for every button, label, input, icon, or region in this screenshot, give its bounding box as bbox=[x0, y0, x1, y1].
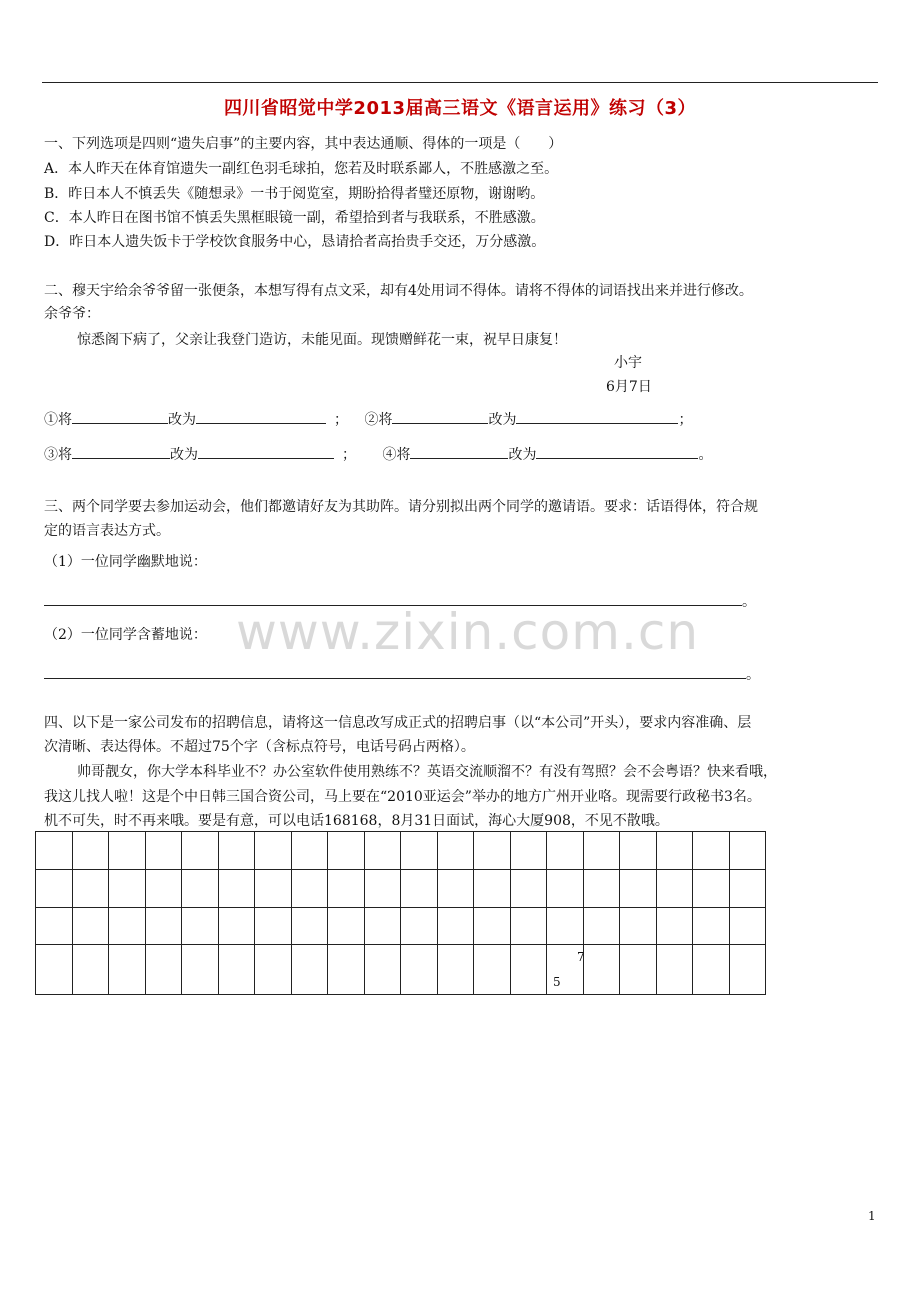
grid-cell[interactable] bbox=[401, 908, 438, 945]
q4-paragraph-line-1: 帅哥靓女，你大学本科毕业不？办公室软件使用熟练不？英语交流顺溜不？有没有驾照？会不会粤语？快来看哦， bbox=[77, 764, 777, 780]
period: 。 bbox=[698, 447, 713, 463]
fill-label-1: ①将 bbox=[44, 412, 72, 428]
grid-cell[interactable] bbox=[182, 832, 219, 870]
change-label: 改为 bbox=[508, 447, 537, 463]
grid-cell[interactable] bbox=[218, 908, 255, 945]
fill-blank-2b[interactable] bbox=[516, 409, 678, 424]
grid-cell[interactable] bbox=[145, 908, 182, 945]
grid-cell[interactable] bbox=[364, 908, 401, 945]
grid-cell[interactable] bbox=[255, 908, 292, 945]
grid-cell[interactable] bbox=[145, 832, 182, 870]
q1-option-d: D．昨日本人遗失饭卡于学校饮食服务中心，恳请拾者高抬贵手交还，万分感激。 bbox=[44, 234, 546, 250]
grid-cell[interactable] bbox=[583, 945, 620, 995]
grid-cell[interactable] bbox=[656, 870, 693, 908]
grid-cell[interactable] bbox=[182, 945, 219, 995]
fill-blank-1b[interactable] bbox=[196, 409, 326, 424]
q2-salutation: 余爷爷： bbox=[44, 306, 100, 322]
grid-cell[interactable] bbox=[437, 832, 474, 870]
grid-cell[interactable] bbox=[328, 832, 365, 870]
grid-cell[interactable] bbox=[145, 870, 182, 908]
grid-mark: 5 bbox=[553, 975, 561, 989]
q2-note-body: 惊悉阁下病了，父亲让我登门造访，未能见面。现馈赠鲜花一束，祝早日康复！ bbox=[77, 332, 567, 348]
grid-cell[interactable] bbox=[656, 832, 693, 870]
grid-cell[interactable] bbox=[401, 832, 438, 870]
grid-cell[interactable] bbox=[328, 945, 365, 995]
grid-cell[interactable] bbox=[656, 945, 693, 995]
grid-cell[interactable] bbox=[693, 945, 730, 995]
semicolon: ； bbox=[678, 412, 693, 428]
change-label: 改为 bbox=[168, 412, 196, 428]
grid-cell[interactable] bbox=[328, 870, 365, 908]
grid-cell[interactable] bbox=[182, 870, 219, 908]
q3-sub-1: （1）一位同学幽默地说： bbox=[44, 554, 207, 570]
grid-cell[interactable] bbox=[729, 870, 766, 908]
grid-cell[interactable] bbox=[474, 870, 511, 908]
fill-blank-4a[interactable] bbox=[410, 444, 508, 459]
grid-cell[interactable] bbox=[36, 870, 73, 908]
grid-cell[interactable] bbox=[620, 945, 657, 995]
q2-date: 6月7日 bbox=[606, 379, 652, 395]
q4-stem-line-2: 次清晰、表达得体。不超过75个字（含标点符号，电话号码占两格）。 bbox=[44, 739, 475, 755]
fill-label-2: ②将 bbox=[364, 412, 393, 428]
grid-row bbox=[36, 870, 766, 908]
page-number: 1 bbox=[868, 1209, 876, 1223]
grid-cell[interactable] bbox=[510, 945, 547, 995]
grid-cell[interactable] bbox=[547, 870, 584, 908]
fill-blank-3a[interactable] bbox=[72, 444, 170, 459]
grid-cell[interactable] bbox=[510, 908, 547, 945]
q4-paragraph-line-3: 机不可失，时不再来哦。要是有意，可以电话168168，8月31日面试，海心大厦908，不见不散哦。 bbox=[44, 813, 669, 829]
grid-cell[interactable] bbox=[291, 945, 328, 995]
grid-cell[interactable] bbox=[109, 870, 146, 908]
grid-cell[interactable] bbox=[693, 870, 730, 908]
grid-cell[interactable] bbox=[729, 945, 766, 995]
q4-stem-line-1: 四、以下是一家公司发布的招聘信息，请将这一信息改写成正式的招聘启事（以“本公司”开头），要求内容准确、层 bbox=[44, 715, 752, 731]
period: 。 bbox=[742, 594, 756, 610]
fill-label-3: ③将 bbox=[44, 447, 72, 463]
q4-paragraph-line-2: 我这儿找人啦！这是个中日韩三国合资公司，马上要在“2010亚运会”举办的地方广州开业咯。现需要行政秘书3名。 bbox=[44, 789, 761, 805]
grid-cell[interactable] bbox=[328, 908, 365, 945]
q2-signature: 小宇 bbox=[614, 355, 642, 371]
q2-fill-row-2 bbox=[44, 444, 712, 464]
semicolon: ； bbox=[342, 447, 356, 463]
grid-cell[interactable] bbox=[547, 908, 584, 945]
fill-blank-3b[interactable] bbox=[198, 444, 334, 459]
grid-mark: 7 bbox=[577, 950, 585, 964]
grid-cell[interactable] bbox=[729, 908, 766, 945]
grid-cell[interactable] bbox=[693, 908, 730, 945]
fill-label-4: ④将 bbox=[382, 447, 411, 463]
grid-cell[interactable] bbox=[656, 908, 693, 945]
change-label: 改为 bbox=[488, 412, 517, 428]
watermark: www.zixin.com.cn bbox=[236, 603, 700, 661]
grid-cell[interactable] bbox=[218, 832, 255, 870]
grid-cell[interactable] bbox=[291, 908, 328, 945]
grid-row bbox=[36, 945, 766, 995]
grid-cell[interactable] bbox=[401, 945, 438, 995]
grid-cell[interactable] bbox=[36, 908, 73, 945]
grid-cell[interactable] bbox=[109, 832, 146, 870]
grid-cell[interactable] bbox=[36, 945, 73, 995]
grid-cell[interactable] bbox=[36, 832, 73, 870]
q3-stem-line-1: 三、两个同学要去参加运动会，他们都邀请好友为其助阵。请分别拟出两个同学的邀请语。要求：话语得体，符合规 bbox=[44, 499, 758, 515]
grid-cell[interactable] bbox=[437, 870, 474, 908]
grid-cell[interactable] bbox=[364, 832, 401, 870]
grid-cell[interactable] bbox=[583, 908, 620, 945]
q1-option-c: C．本人昨日在图书馆不慎丢失黑框眼镜一副，希望拾到者与我联系，不胜感激。 bbox=[44, 210, 545, 226]
grid-cell[interactable] bbox=[510, 832, 547, 870]
fill-blank-1a[interactable] bbox=[72, 409, 168, 424]
grid-cell[interactable] bbox=[291, 832, 328, 870]
grid-cell[interactable] bbox=[109, 908, 146, 945]
grid-cell[interactable] bbox=[72, 945, 109, 995]
grid-cell[interactable] bbox=[182, 908, 219, 945]
grid-cell[interactable] bbox=[255, 945, 292, 995]
fill-blank-4b[interactable] bbox=[536, 444, 698, 459]
answer-grid[interactable] bbox=[35, 831, 766, 995]
grid-cell[interactable] bbox=[145, 945, 182, 995]
q1-option-b: B．昨日本人不慎丢失《随想录》一书于阅览室，期盼拾得者璧还原物，谢谢哟。 bbox=[44, 186, 545, 202]
grid-cell[interactable] bbox=[437, 908, 474, 945]
q3-stem-line-2: 定的语言表达方式。 bbox=[44, 523, 170, 539]
grid-cell[interactable] bbox=[620, 908, 657, 945]
grid-cell[interactable] bbox=[729, 832, 766, 870]
answer-blank-2[interactable] bbox=[44, 664, 746, 679]
grid-cell[interactable] bbox=[437, 945, 474, 995]
grid-cell[interactable] bbox=[364, 945, 401, 995]
grid-cell[interactable] bbox=[620, 870, 657, 908]
grid-cell[interactable] bbox=[620, 832, 657, 870]
semicolon: ； bbox=[334, 412, 348, 428]
header-rule bbox=[42, 82, 878, 83]
q1-option-a: A．本人昨天在体育馆遗失一副红色羽毛球拍，您若及时联系鄙人，不胜感激之至。 bbox=[44, 161, 559, 177]
grid-cell[interactable] bbox=[72, 832, 109, 870]
grid-row bbox=[36, 908, 766, 945]
q3-answer-line-2 bbox=[44, 664, 760, 684]
grid-cell[interactable] bbox=[218, 870, 255, 908]
grid-cell[interactable] bbox=[474, 945, 511, 995]
grid-cell[interactable] bbox=[474, 832, 511, 870]
grid-row bbox=[36, 832, 766, 870]
grid-cell[interactable] bbox=[72, 870, 109, 908]
grid-cell[interactable] bbox=[474, 908, 511, 945]
grid-cell[interactable] bbox=[291, 870, 328, 908]
grid-cell[interactable] bbox=[218, 945, 255, 995]
grid-cell[interactable] bbox=[583, 870, 620, 908]
grid-cell[interactable] bbox=[547, 832, 584, 870]
q2-fill-row-1 bbox=[44, 409, 692, 429]
fill-blank-2a[interactable] bbox=[392, 409, 488, 424]
grid-cell[interactable] bbox=[109, 945, 146, 995]
grid-cell[interactable] bbox=[364, 870, 401, 908]
grid-cell[interactable] bbox=[583, 832, 620, 870]
grid-cell[interactable] bbox=[693, 832, 730, 870]
period: 。 bbox=[746, 667, 760, 683]
q2-stem: 二、穆天宇给余爷爷留一张便条，本想写得有点文采，却有4处用词不得体。请将不得体的词语找出来并进行修改。 bbox=[44, 283, 753, 299]
page-title: 四川省昭觉中学2013届高三语文《语言运用》练习（3） bbox=[223, 98, 697, 119]
grid-cell[interactable] bbox=[401, 870, 438, 908]
q1-stem: 一、下列选项是四则“遗失启事”的主要内容，其中表达通顺、得体的一项是（ ） bbox=[44, 136, 563, 152]
grid-cell[interactable] bbox=[72, 908, 109, 945]
change-label: 改为 bbox=[170, 447, 198, 463]
grid-cell[interactable] bbox=[255, 870, 292, 908]
grid-cell[interactable] bbox=[510, 870, 547, 908]
grid-cell[interactable] bbox=[255, 832, 292, 870]
q3-sub-2: （2）一位同学含蓄地说： bbox=[44, 627, 207, 643]
